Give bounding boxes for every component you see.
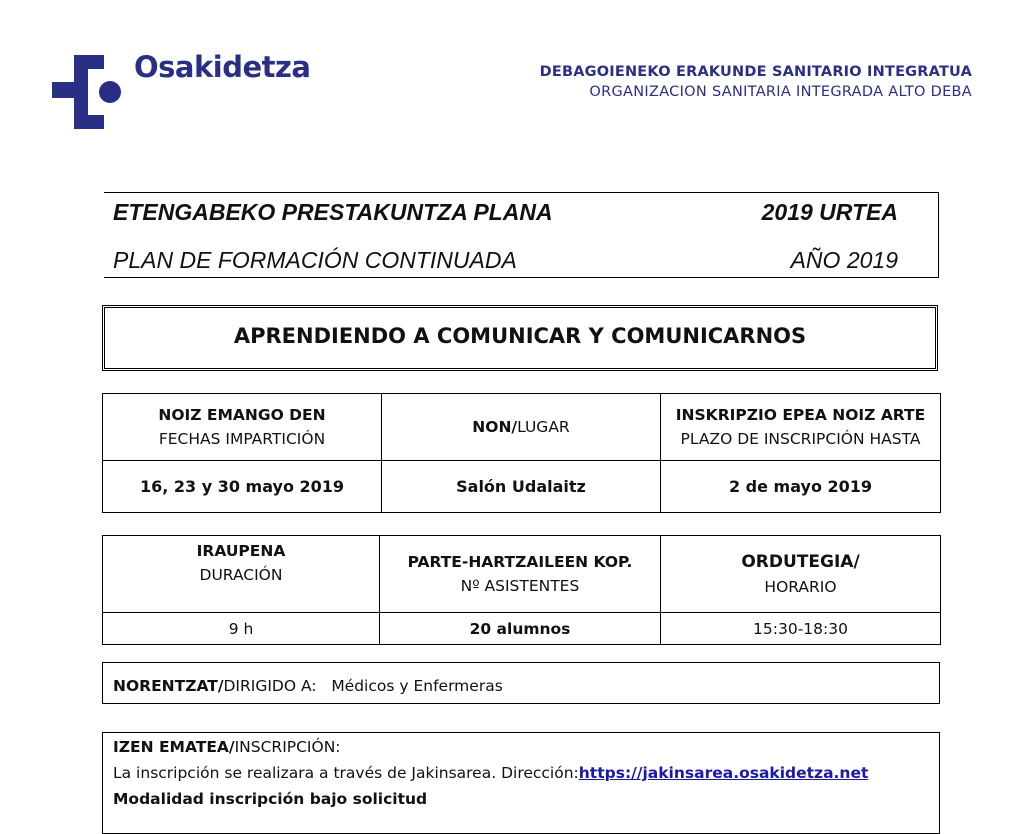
header-deadline-eu: INSKRIPZIO EPEA NOIZ ARTE — [675, 406, 926, 424]
organization-name-basque: DEBAGOIENEKO ERAKUNDE SANITARIO INTEGRATUA — [539, 64, 972, 80]
plan-title-basque: ETENGABEKO PRESTAKUNTZA PLANA — [113, 199, 553, 225]
header-location-eu: NON/ — [472, 418, 518, 436]
plan-year-basque: 2019 URTEA — [761, 199, 898, 225]
plan-title-spanish-row — [113, 247, 898, 274]
header-duration-es: DURACIÓN — [199, 566, 283, 584]
header-deadline-es: PLAZO DE INSCRIPCIÓN HASTA — [680, 430, 921, 448]
plan-year-spanish: AÑO 2019 — [790, 247, 898, 273]
osakidetza-logo-icon — [52, 55, 126, 129]
header-location — [382, 394, 661, 461]
target-label-eu: NORENTZAT/ — [113, 677, 224, 695]
target-audience-row — [113, 677, 503, 695]
header-schedule-eu: ORDUTEGIA/ — [741, 552, 860, 572]
target-value: Médicos y Enfermeras — [331, 677, 503, 695]
header-dates-es: FECHAS IMPARTICIÓN — [158, 430, 326, 448]
plan-title-basque-row — [113, 199, 898, 226]
inscription-text-row — [113, 764, 868, 782]
header-deadline — [661, 394, 941, 461]
duration-attendance-table — [102, 535, 941, 645]
value-schedule: 15:30-18:30 — [661, 613, 941, 645]
header-duration — [103, 536, 380, 613]
plan-title-spanish: PLAN DE FORMACIÓN CONTINUADA — [113, 247, 517, 273]
inscription-label-row — [113, 738, 341, 756]
course-title-box — [102, 305, 938, 371]
organization-name-spanish: ORGANIZACION SANITARIA INTEGRADA ALTO DEBA — [589, 84, 972, 100]
header-duration-eu: IRAUPENA — [196, 542, 286, 560]
header-schedule-es: HORARIO — [764, 578, 837, 596]
inscription-text: La inscripción se realizara a través de Jakinsarea. Dirección: — [113, 764, 579, 782]
header-schedule — [661, 536, 941, 613]
header-location-es: LUGAR — [517, 418, 570, 436]
value-deadline: 2 de mayo 2019 — [661, 461, 941, 513]
value-location: Salón Udalaitz — [382, 461, 661, 513]
target-audience-box — [102, 662, 940, 704]
brand-name: Osakidetza — [134, 50, 311, 84]
value-duration: 9 h — [103, 613, 380, 645]
target-label-es: DIRIGIDO A: — [223, 677, 317, 695]
header-attendees — [380, 536, 661, 613]
header-attendees-es: Nº ASISTENTES — [460, 577, 580, 595]
inscription-label-eu: IZEN EMATEA/ — [113, 738, 235, 756]
value-attendees: 20 alumnos — [380, 613, 661, 645]
inscription-mode: Modalidad inscripción bajo solicitud — [113, 790, 428, 808]
plan-header-box — [104, 192, 939, 278]
inscription-box — [102, 732, 940, 834]
header-dates-eu: NOIZ EMANGO DEN — [158, 406, 326, 424]
inscription-label-es: INSCRIPCIÓN: — [234, 738, 341, 756]
dates-location-table — [102, 393, 941, 513]
value-dates: 16, 23 y 30 mayo 2019 — [103, 461, 382, 513]
header-dates — [103, 394, 382, 461]
jakinsarea-link[interactable]: https://jakinsarea.osakidetza.net — [578, 764, 869, 782]
course-title: APRENDIENDO A COMUNICAR Y COMUNICARNOS — [233, 324, 807, 348]
header-attendees-eu: PARTE-HARTZAILEEN KOP. — [407, 553, 633, 571]
